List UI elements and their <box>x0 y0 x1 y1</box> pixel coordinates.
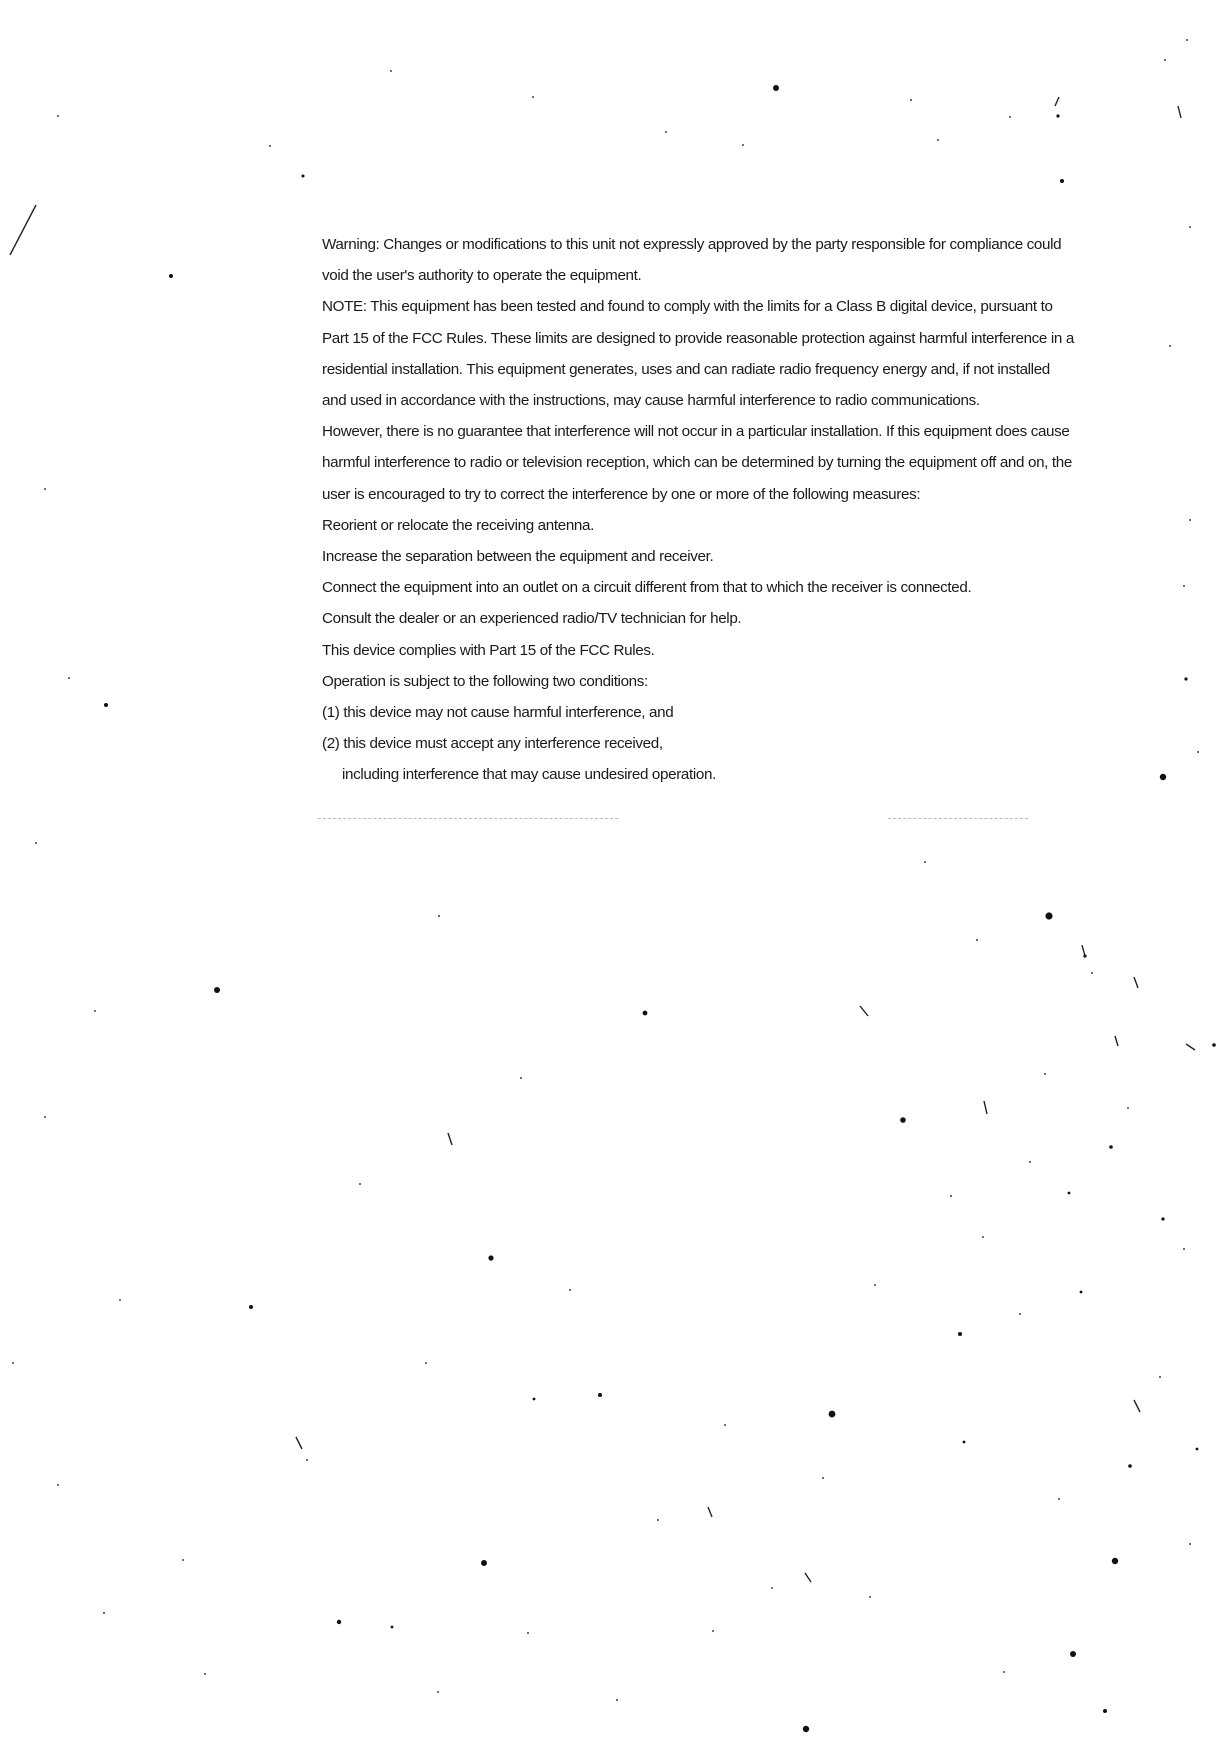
condition-1: (1) this device may not cause harmful interference, and <box>322 704 674 722</box>
page-rule-left <box>318 818 618 819</box>
condition-2: (2) this device must accept any interference received, <box>322 735 663 753</box>
conditions-intro: Operation is subject to the following two conditions: <box>322 672 648 690</box>
fcc-compliance-statement <box>322 229 1202 791</box>
however-line-2: harmful interference to radio or television reception, which can be determined by turning the equipment off and on, the <box>322 454 1072 472</box>
however-line-1: However, there is no guarantee that interference will not occur in a particular installation. If this equipment does cause <box>322 423 1070 441</box>
however-line-3: user is encouraged to try to correct the interference by one or more of the following measures: <box>322 485 921 503</box>
measure-outlet: Connect the equipment into an outlet on a circuit different from that to which the receiver is connected. <box>322 579 972 597</box>
note-line-4: and used in accordance with the instructions, may cause harmful interference to radio communications. <box>322 392 980 410</box>
compliance-statement: This device complies with Part 15 of the FCC Rules. <box>322 641 655 659</box>
measure-separation: Increase the separation between the equipment and receiver. <box>322 548 714 566</box>
note-line-1: NOTE: This equipment has been tested and found to comply with the limits for a Class B digital device, pursuant to <box>322 298 1053 316</box>
measure-consult: Consult the dealer or an experienced radio/TV technician for help. <box>322 610 742 628</box>
warning-line-2: void the user's authority to operate the equipment. <box>322 267 642 285</box>
page-rule-right <box>888 818 1028 819</box>
measure-reorient: Reorient or relocate the receiving antenna. <box>322 516 595 534</box>
note-line-2: Part 15 of the FCC Rules. These limits are designed to provide reasonable protection against harmful interference in a <box>322 329 1074 347</box>
warning-line-1: Warning: Changes or modifications to this unit not expressly approved by the party responsible for compliance could <box>322 236 1062 253</box>
condition-2-continued: including interference that may cause undesired operation. <box>342 766 716 784</box>
note-line-3: residential installation. This equipment generates, uses and can radiate radio frequency energy and, if not installed <box>322 360 1050 378</box>
